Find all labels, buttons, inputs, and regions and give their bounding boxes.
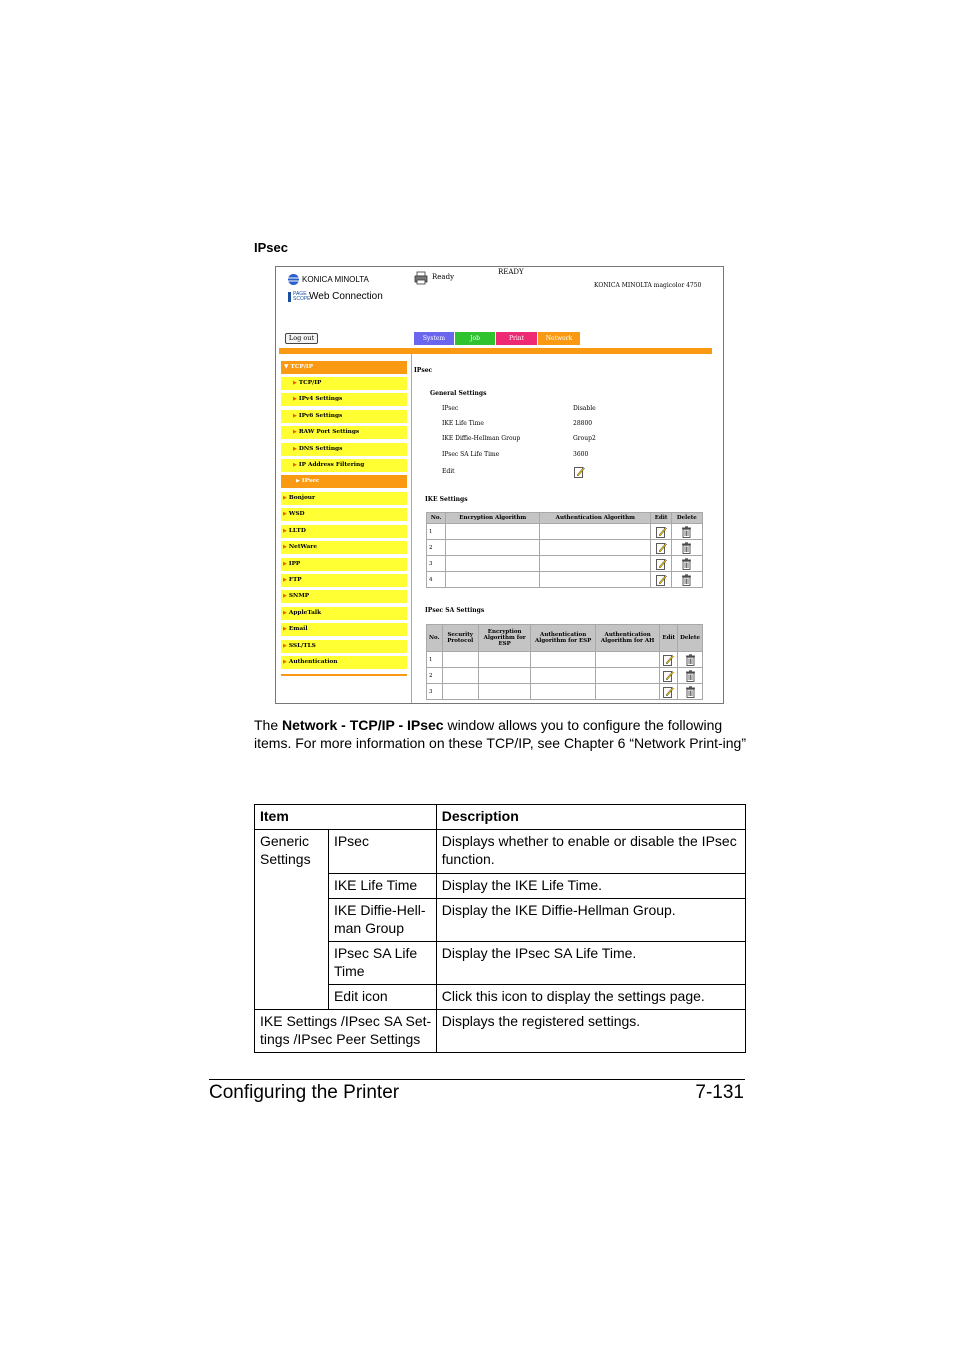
- edit-icon[interactable]: [656, 526, 667, 538]
- col-delete: Delete: [671, 513, 702, 524]
- table-row: [427, 524, 703, 540]
- table-cell: [540, 572, 651, 588]
- arrow-right-icon: ▶: [283, 593, 287, 599]
- table-cell: [540, 524, 651, 540]
- table-cell: [446, 540, 540, 556]
- group-label: Generic Settings: [255, 830, 329, 1010]
- edit-icon[interactable]: [663, 670, 674, 682]
- nav-label: SNMP: [288, 593, 310, 599]
- nav-snmp[interactable]: [281, 590, 407, 603]
- nav-ipp[interactable]: [281, 558, 407, 571]
- web-connection-logo: [288, 291, 383, 302]
- row-number: 3: [427, 556, 446, 572]
- description-cell: Displays the registered settings.: [436, 1010, 745, 1053]
- nav-ip-filtering[interactable]: [281, 459, 407, 472]
- gs-label-sa-life: IPsec SA Life Time: [442, 451, 500, 458]
- nav-dns[interactable]: [281, 443, 407, 456]
- nav-ssl-tls[interactable]: [281, 640, 407, 653]
- col-delete: Delete: [678, 625, 703, 652]
- item-cell: Edit icon: [328, 985, 436, 1010]
- table-cell: [478, 684, 530, 700]
- table-cell: [531, 652, 596, 668]
- edit-icon[interactable]: [656, 542, 667, 554]
- col-edit: Edit: [651, 513, 671, 524]
- nav-label: IPsec: [301, 478, 320, 484]
- nav-bottom-line: [281, 674, 407, 676]
- col-no: No.: [427, 625, 443, 652]
- ike-settings-title: IKE Settings: [425, 496, 468, 503]
- gs-value-ipsec: Disable: [573, 405, 596, 412]
- col-authentication: Authentication Algorithm: [540, 513, 651, 524]
- delete-cell: [678, 668, 703, 684]
- header-description: Description: [436, 805, 745, 830]
- item-cell: IKE Life Time: [328, 874, 436, 899]
- nav-ipsec[interactable]: [281, 475, 407, 488]
- trash-icon[interactable]: [681, 558, 692, 570]
- arrow-right-icon: ▶: [283, 528, 287, 534]
- row-number: 3: [427, 684, 443, 700]
- col-encryption-esp: Encryption Algorithm for ESP: [478, 625, 530, 652]
- table-cell: [595, 668, 660, 684]
- table-cell: [442, 668, 478, 684]
- nav-label: RAW Port Settings: [298, 429, 360, 435]
- para-text: window allows you to configure the following items. For more information on these TCP/IP, see Chapter 6 “Network Print-ing”: [254, 717, 747, 751]
- delete-cell: [678, 684, 703, 700]
- item-cell: IKE Diffie-Hell-man Group: [328, 899, 436, 942]
- table-row: [427, 540, 703, 556]
- ipsec-sa-settings-table: [426, 624, 703, 700]
- arrow-right-icon: ▶: [293, 396, 297, 402]
- konica-minolta-logo: [288, 274, 369, 285]
- col-security-protocol: Security Protocol: [442, 625, 478, 652]
- edit-cell: [651, 556, 671, 572]
- item-cell: IKE Settings /IPsec SA Set-tings /IPsec Peer Settings: [255, 1010, 437, 1053]
- table-cell: [540, 556, 651, 572]
- web-connection-screenshot: [275, 266, 724, 704]
- table-cell: [478, 668, 530, 684]
- arrow-right-icon: ▶: [283, 610, 287, 616]
- item-cell: IPsec: [328, 830, 436, 874]
- arrow-right-icon: ▶: [283, 511, 287, 517]
- table-row: [427, 652, 703, 668]
- gs-label-dh-group: IKE Diffie-Hellman Group: [442, 435, 521, 442]
- trash-icon[interactable]: [681, 526, 692, 538]
- arrow-right-icon: ▶: [293, 446, 297, 452]
- gs-label-edit: Edit: [442, 468, 455, 475]
- table-row: [255, 830, 746, 874]
- nav-label: IPv6 Settings: [298, 413, 343, 419]
- table-cell: [531, 668, 596, 684]
- header-divider: [279, 348, 712, 354]
- table-row: [427, 668, 703, 684]
- delete-cell: [671, 556, 702, 572]
- edit-cell: [660, 684, 678, 700]
- trash-icon[interactable]: [681, 574, 692, 586]
- arrow-right-icon: ▶: [293, 462, 297, 468]
- edit-icon[interactable]: [656, 574, 667, 586]
- table-cell: [442, 684, 478, 700]
- arrow-right-icon: ▶: [283, 643, 287, 649]
- description-cell: Click this icon to display the settings page.: [436, 985, 745, 1010]
- ipsec-sa-settings-title: IPsec SA Settings: [425, 607, 485, 614]
- general-settings-title: General Settings: [430, 390, 487, 397]
- nav-tcpip[interactable]: [281, 377, 407, 390]
- nav-ipv6[interactable]: [281, 410, 407, 423]
- printer-icon: [414, 271, 428, 285]
- row-number: 1: [427, 652, 443, 668]
- table-row: [255, 1010, 746, 1053]
- table-row: [255, 899, 746, 942]
- nav-label: Bonjour: [288, 495, 316, 501]
- globe-icon: [288, 274, 299, 285]
- description-cell: Displays whether to enable or disable the IPsec function.: [436, 830, 745, 874]
- nav-label: AppleTalk: [288, 610, 322, 616]
- nav-label: FTP: [288, 577, 302, 583]
- gs-value-ike-life: 28800: [573, 420, 593, 427]
- table-row: [427, 556, 703, 572]
- section-title: IPsec: [254, 240, 288, 255]
- arrow-right-icon: ▶: [283, 561, 287, 567]
- edit-cell: [660, 652, 678, 668]
- table-row: [427, 572, 703, 588]
- trash-icon[interactable]: [685, 670, 696, 682]
- product-name: Web Connection: [309, 291, 383, 302]
- nav-label: ▼ TCP/IP: [284, 364, 313, 370]
- arrow-right-icon: ▶: [283, 544, 287, 550]
- item-cell: IPsec SA Life Time: [328, 942, 436, 985]
- col-auth-ah: Authentication Algorithm for AH: [595, 625, 660, 652]
- col-encryption: Encryption Algorithm: [446, 513, 540, 524]
- description-cell: Display the IPsec SA Life Time.: [436, 942, 745, 985]
- tab-system[interactable]: System: [414, 332, 454, 345]
- gs-value-sa-life: 3600: [573, 451, 589, 458]
- tab-job[interactable]: Job: [455, 332, 495, 345]
- table-cell: [540, 540, 651, 556]
- arrow-right-icon: ▶: [283, 577, 287, 583]
- page-heading: IPsec: [414, 367, 433, 374]
- status-header: READY: [498, 268, 524, 276]
- ike-settings-table: [426, 512, 703, 588]
- table-row: [255, 942, 746, 985]
- row-number: 4: [427, 572, 446, 588]
- delete-cell: [678, 652, 703, 668]
- nav-authentication[interactable]: [281, 656, 407, 669]
- description-table: [254, 804, 746, 1053]
- nav-netware[interactable]: [281, 541, 407, 554]
- pagescope-mark: PAGE SCOPE: [288, 292, 306, 302]
- table-row: [255, 985, 746, 1010]
- logout-button[interactable]: Log out: [285, 333, 318, 344]
- delete-cell: [671, 540, 702, 556]
- arrow-right-icon: ▶: [293, 380, 297, 386]
- nav-label: IP Address Filtering: [298, 462, 365, 468]
- row-number: 2: [427, 540, 446, 556]
- nav-label: DNS Settings: [298, 446, 343, 452]
- nav-appletalk[interactable]: [281, 607, 407, 620]
- footer-rule: [209, 1079, 745, 1080]
- nav-ipv4[interactable]: [281, 393, 407, 406]
- nav-lltd[interactable]: [281, 525, 407, 538]
- arrow-right-icon: ▶: [293, 429, 297, 435]
- edit-cell: [651, 540, 671, 556]
- nav-label: NetWare: [288, 544, 318, 550]
- para-bold: Network - TCP/IP - IPsec: [282, 717, 444, 733]
- model-name: KONICA MINOLTA magicolor 4750: [594, 282, 702, 289]
- nav-bonjour[interactable]: [281, 492, 407, 505]
- nav-ftp[interactable]: [281, 574, 407, 587]
- nav-wsd[interactable]: [281, 508, 407, 521]
- nav-label: Email: [288, 626, 308, 632]
- edit-cell: [660, 668, 678, 684]
- table-cell: [442, 652, 478, 668]
- trash-icon[interactable]: [685, 654, 696, 666]
- nav-label: IPv4 Settings: [298, 396, 343, 402]
- nav-tcpip-group[interactable]: [281, 361, 407, 374]
- nav-label: Authentication: [288, 659, 338, 665]
- footer-chapter-title: Configuring the Printer: [209, 1082, 400, 1103]
- trash-icon[interactable]: [681, 542, 692, 554]
- edit-icon[interactable]: [663, 686, 674, 698]
- nav-label: IPP: [288, 561, 301, 567]
- nav-email[interactable]: [281, 623, 407, 636]
- trash-icon[interactable]: [685, 686, 696, 698]
- table-row: [427, 684, 703, 700]
- row-number: 2: [427, 668, 443, 684]
- edit-icon[interactable]: [656, 558, 667, 570]
- col-auth-esp: Authentication Algorithm for ESP: [531, 625, 596, 652]
- table-cell: [595, 652, 660, 668]
- nav-divider: [411, 354, 412, 704]
- tab-print[interactable]: Print: [496, 332, 537, 345]
- tab-network[interactable]: Network: [538, 332, 580, 345]
- edit-icon[interactable]: [574, 466, 585, 478]
- table-row: [255, 874, 746, 899]
- edit-icon[interactable]: [663, 654, 674, 666]
- nav-raw-port[interactable]: [281, 426, 407, 439]
- table-cell: [478, 652, 530, 668]
- delete-cell: [671, 572, 702, 588]
- row-number: 1: [427, 524, 446, 540]
- table-cell: [446, 524, 540, 540]
- edit-cell: [651, 572, 671, 588]
- description-cell: Display the IKE Life Time.: [436, 874, 745, 899]
- edit-cell: [651, 524, 671, 540]
- nav-label: TCP/IP: [298, 380, 322, 386]
- col-no: No.: [427, 513, 446, 524]
- status-label: Ready: [432, 273, 455, 281]
- para-text: The: [254, 717, 283, 733]
- table-cell: [446, 556, 540, 572]
- footer-page-number: 7-131: [695, 1082, 744, 1103]
- gs-value-dh-group: Group2: [573, 435, 596, 442]
- table-cell: [595, 684, 660, 700]
- delete-cell: [671, 524, 702, 540]
- header-item: Item: [255, 805, 437, 830]
- col-edit: Edit: [660, 625, 678, 652]
- table-cell: [531, 684, 596, 700]
- arrow-right-icon: ▶: [283, 659, 287, 665]
- arrow-right-icon: ▶: [296, 478, 300, 484]
- brand-text: KONICA MINOLTA: [302, 275, 369, 284]
- nav-label: SSL/TLS: [288, 643, 316, 649]
- arrow-right-icon: ▶: [293, 413, 297, 419]
- gs-label-ike-life: IKE Life Time: [442, 420, 484, 427]
- intro-paragraph: [254, 717, 750, 752]
- arrow-right-icon: ▶: [283, 495, 287, 501]
- nav-label: WSD: [288, 511, 305, 517]
- arrow-right-icon: ▶: [283, 626, 287, 632]
- gs-label-ipsec: IPsec: [442, 405, 459, 412]
- nav-label: LLTD: [288, 528, 306, 534]
- table-cell: [446, 572, 540, 588]
- description-cell: Display the IKE Diffie-Hellman Group.: [436, 899, 745, 942]
